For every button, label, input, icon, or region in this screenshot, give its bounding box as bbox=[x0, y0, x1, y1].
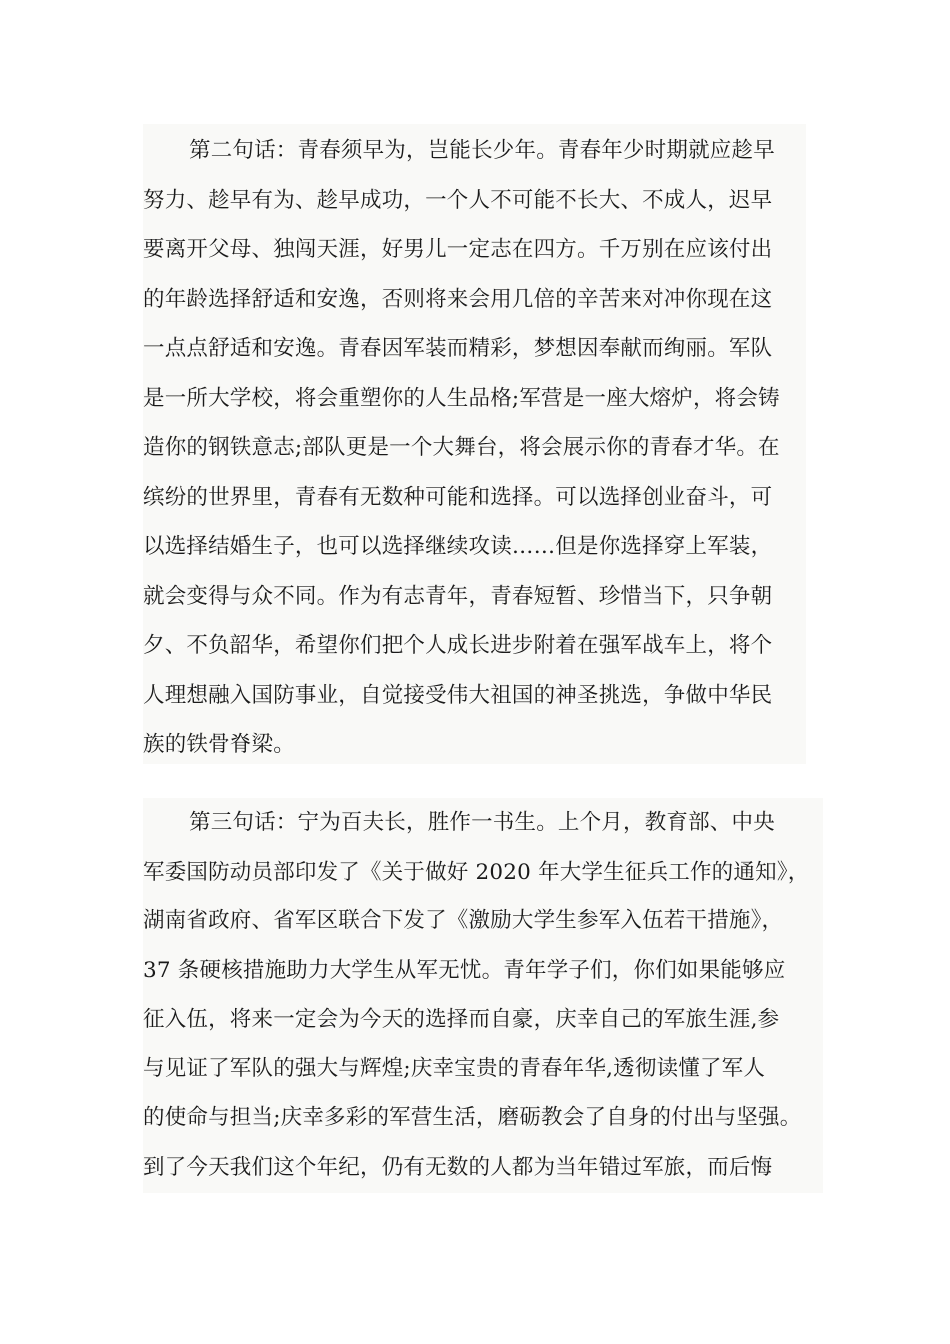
text-line: 第二句话：青春须早为，岂能长少年。青春年少时期就应趁早 bbox=[189, 138, 775, 163]
paragraph-second-saying bbox=[143, 124, 806, 764]
text-line: 缤纷的世界里，青春有无数种可能和选择。可以选择创业奋斗，可 bbox=[143, 485, 773, 510]
text-line: 37 条硬核措施助力大学生从军无忧。青年学子们，你们如果能够应 bbox=[143, 958, 786, 983]
text-line: 人理想融入国防事业，自觉接受伟大祖国的神圣挑选，争做中华民 bbox=[143, 683, 773, 708]
text-line: 征入伍，将来一定会为今天的选择而自豪，庆幸自己的军旅生涯,参 bbox=[143, 1007, 780, 1032]
text-line: 与见证了军队的强大与辉煌;庆幸宝贵的青春年华,透彻读懂了军人 bbox=[143, 1056, 766, 1081]
text-line: 夕、不负韶华，希望你们把个人成长进步附着在强军战车上，将个 bbox=[143, 633, 773, 658]
text-line: 军委国防动员部印发了《关于做好 2020 年大学生征兵工作的通知》， bbox=[143, 860, 810, 885]
text-line: 第三句话：宁为百夫长，胜作一书生。上个月，教育部、中央 bbox=[189, 810, 775, 835]
text-line: 一点点舒适和安逸。青春因军装而精彩，梦想因奉献而绚丽。军队 bbox=[143, 336, 773, 361]
text-line: 的年龄选择舒适和安逸，否则将来会用几倍的辛苦来对冲你现在这 bbox=[143, 287, 773, 312]
text-line: 的使命与担当;庆幸多彩的军营生活，磨砺教会了自身的付出与坚强。 bbox=[143, 1105, 802, 1130]
text-line: 努力、趁早有为、趁早成功，一个人不可能不长大、不成人，迟早 bbox=[143, 188, 773, 213]
text-line: 到了今天我们这个年纪，仍有无数的人都为当年错过军旅，而后悔 bbox=[143, 1155, 773, 1180]
text-line: 是一所大学校，将会重塑你的人生品格;军营是一座大熔炉，将会铸 bbox=[143, 386, 780, 411]
text-line: 造你的钢铁意志;部队更是一个大舞台，将会展示你的青春才华。在 bbox=[143, 435, 780, 460]
text-line: 就会变得与众不同。作为有志青年，青春短暂、珍惜当下，只争朝 bbox=[143, 584, 773, 609]
text-line: 族的铁骨脊梁。 bbox=[143, 732, 295, 757]
text-line: 要离开父母、独闯天涯，好男儿一定志在四方。千万别在应该付出 bbox=[143, 237, 773, 262]
text-line: 湖南省政府、省军区联合下发了《激励大学生参军入伍若干措施》， bbox=[143, 908, 784, 933]
paragraph-third-saying bbox=[143, 798, 823, 1193]
text-line: 以选择结婚生子，也可以选择继续攻读……但是你选择穿上军装， bbox=[143, 534, 773, 559]
